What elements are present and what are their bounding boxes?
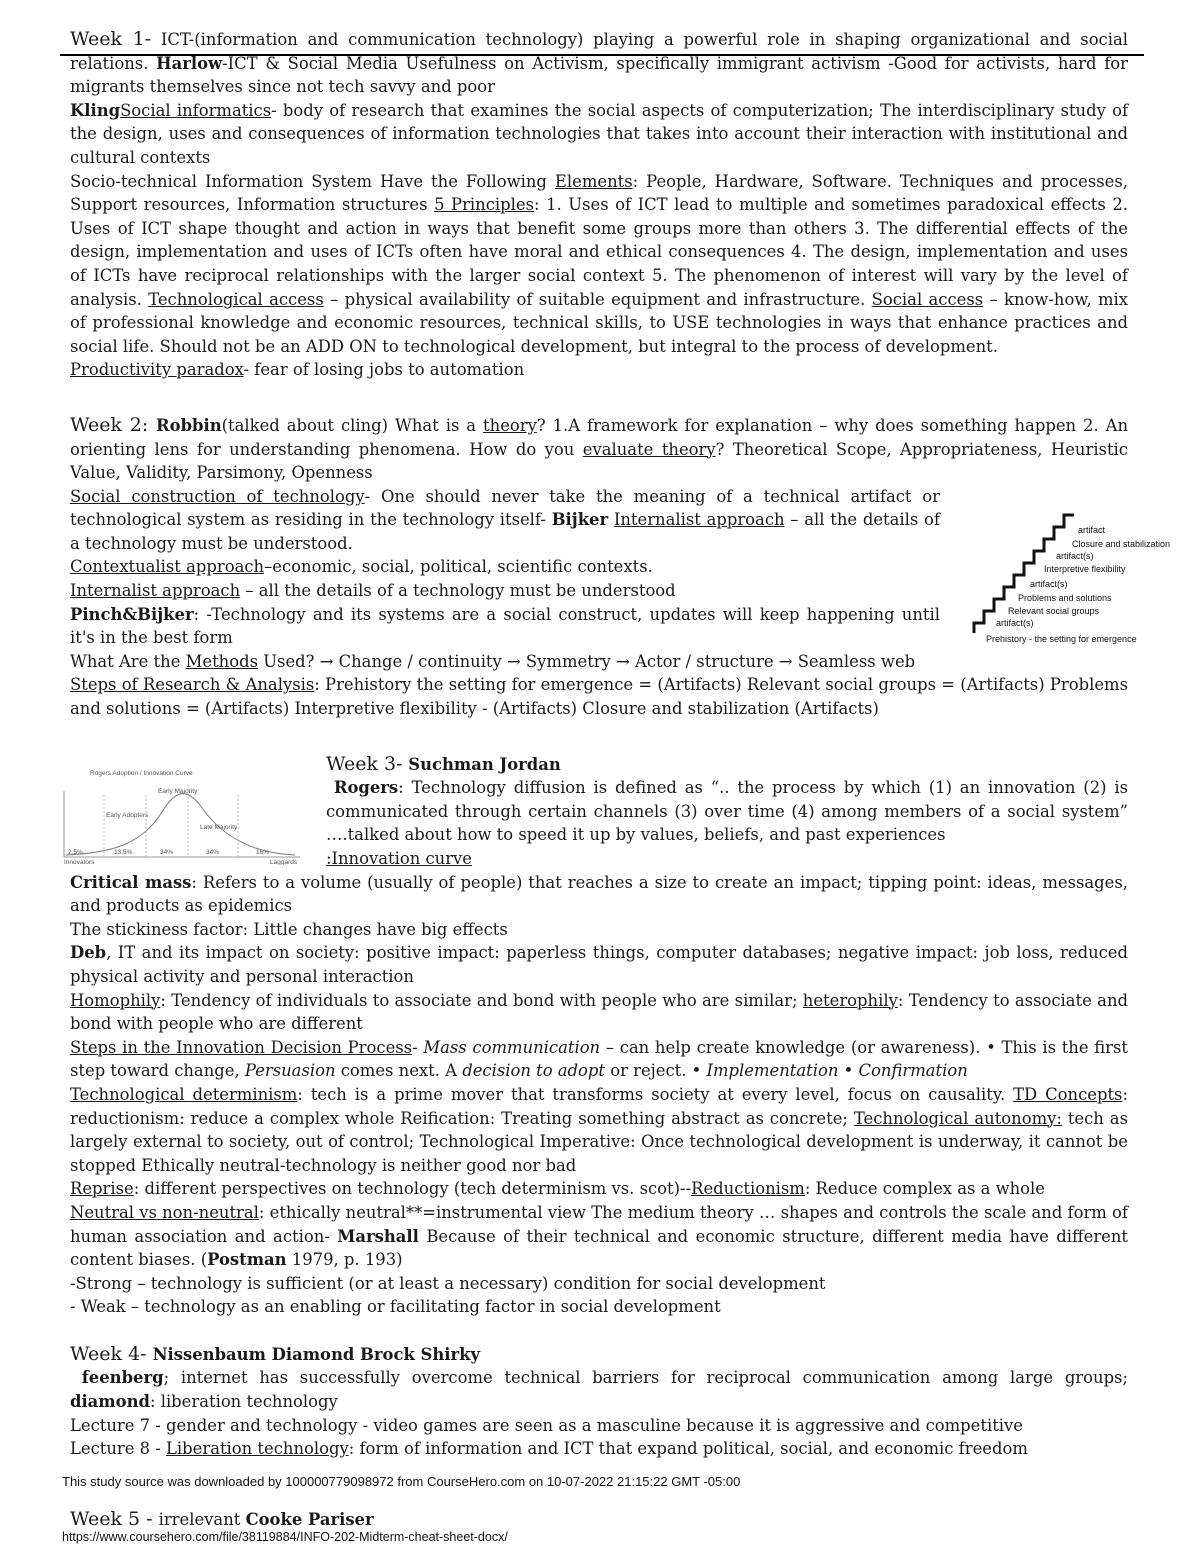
term-internalist-approach-2: Internalist approach bbox=[70, 581, 241, 601]
term-reductionism: Reductionism bbox=[691, 1179, 805, 1199]
term-social-access: Social access bbox=[871, 289, 984, 309]
scot-paragraph: Social construction of technology- One should never take the meaning of a technical artifact or technological system as residing in the technology itself- Bijker Internalist approach – all the details of a technology must be understood. bbox=[70, 486, 940, 553]
innovation-curve-link: :Innovation curve bbox=[326, 849, 473, 868]
stair-label-7: artifact(s) bbox=[996, 618, 1034, 628]
source-url-link[interactable]: https://www.coursehero.com/file/38119884/INFO-202-Midterm-cheat-sheet-docx/ bbox=[62, 1530, 508, 1544]
term-elements: Elements bbox=[554, 171, 633, 191]
reprise-line: Reprise: different perspectives on technology (tech determinism vs. scot)--Reductionism: Reduce complex as a whole bbox=[70, 1179, 1045, 1199]
author-diamond: diamond bbox=[70, 1392, 150, 1412]
week-4-heading: Week 4- bbox=[70, 1342, 153, 1365]
term-evaluate-theory: evaluate theory bbox=[582, 439, 716, 459]
neutral-paragraph: Neutral vs non-neutral: ethically neutral**=instrumental view The medium theory … shapes and controls the scale and form of human association and action- Marshall Because of their technical and economic structure, different media have different content biases. (Postman 1979, p. 193) bbox=[70, 1202, 1128, 1270]
author-rogers: Rogers bbox=[333, 778, 399, 798]
week-4-authors: Nissenbaum Diamond Brock Shirky bbox=[152, 1344, 481, 1364]
critical-mass-paragraph: Critical mass: Refers to a volume (usually of people) that reaches a size to create an impact; tipping point: ideas, messages, and products as epidemics bbox=[70, 872, 1128, 916]
author-feenberg: feenberg bbox=[81, 1368, 164, 1388]
term-contextualist-approach: Contextualist approach bbox=[70, 557, 265, 577]
stair-label-0: artifact bbox=[1078, 525, 1106, 535]
contextualist-line: Contextualist approach–economic, social, political, scientific contexts. bbox=[70, 557, 653, 577]
spacer bbox=[70, 721, 1128, 753]
sociotechnical-paragraph: Socio-technical Information System Have the Following Elements: People, Hardware, Software. Techniques and processes, Support resources, Information structures 5 Principles: 1. Uses of ICT lead to multiple and sometimes paradoxical effects 2. Uses of ICT shape thought and action in ways that benefit some groups more than others 3. The differential effects of the design, implementation and uses of ICTs often have moral and ethical consequences 4. The design, implementation and uses of ICTs have reciprocal relationships with the larger social context 5. The phenomenon of interest will vary by the level of analysis. Technological access – physical availability of suitable equipment and infrastructure. Social access – know-how, mix of professional knowledge and economic resources, technical skills, to USE technologies in ways that enhance practices and social life. Should not be an ADD ON to technological development, but integral to the process of development. bbox=[70, 171, 1128, 356]
week-5-line: Week 5 - irrelevant Cooke Pariser bbox=[70, 1508, 374, 1530]
term-social-informatics: Social informatics bbox=[120, 100, 272, 120]
week-3-heading-line bbox=[326, 753, 1128, 777]
methods-line: What Are the Methods Used? → Change / continuity → Symmetry → Actor / structure → Seamless web bbox=[70, 651, 916, 671]
download-note: This study source was downloaded by 100000779098972 from CourseHero.com on 10-07-2022 21:15:22 GMT -05:00 bbox=[62, 1474, 741, 1489]
lecture-8-line: Lecture 8 - Liberation technology: form of information and ICT that expand political, social, and economic freedom bbox=[70, 1439, 1028, 1459]
term-neutral-vs-non-neutral: Neutral vs non-neutral bbox=[70, 1202, 259, 1222]
research-steps-paragraph: Steps of Research & Analysis: Prehistory the setting for emergence = (Artifacts) Relevant social groups = (Artifacts) Problems and solutions = (Artifacts) Interpretive flexibility - (Artifacts) Closure and stabilization (Artifacts) bbox=[70, 675, 1128, 719]
week-5-heading: Week 5 - bbox=[70, 1508, 159, 1530]
week-1-section bbox=[70, 28, 1128, 382]
term-reprise: Reprise bbox=[70, 1179, 134, 1199]
term-critical-mass: Critical mass bbox=[70, 872, 192, 892]
tech-determinism-paragraph: Technological determinism: tech is a prime mover that transforms society at every level, focus on causality. TD Concepts: reductionism: reduce a complex whole Reification: Treating something abstract as concrete; Technological autonomy: tech as largely external to society, out of control; Technological Imperative: Once technological development is underway, it cannot be stopped Ethically neutral-technology is neither good nor bad bbox=[70, 1084, 1128, 1175]
kling-paragraph: KlingSocial informatics- body of research that examines the social aspects of computerization; The interdisciplinary study of the design, uses and consequences of information technologies that takes into account their interaction with institutional and cultural contexts bbox=[70, 100, 1129, 167]
staircase-diagram-icon bbox=[970, 505, 1180, 650]
week-3-heading: Week 3- bbox=[326, 752, 403, 775]
label-laggards: Laggards bbox=[270, 859, 298, 865]
weak-line: - Weak – technology as an enabling or facilitating factor in social development bbox=[70, 1297, 721, 1317]
term-steps-of-research: Steps of Research & Analysis bbox=[70, 675, 315, 695]
label-pct-5: 16% bbox=[256, 849, 270, 856]
stair-label-2: artifact(s) bbox=[1056, 551, 1094, 561]
stair-label-4: artifact(s) bbox=[1030, 579, 1068, 589]
label-pct-4: 34% bbox=[206, 849, 220, 856]
term-5-principles: 5 Principles bbox=[434, 195, 534, 215]
label-early-majority: Early Majority bbox=[158, 788, 198, 795]
rogers-paragraph: Rogers: Technology diffusion is defined as “.. the process by which (1) an innovation (2) is communicated through certain channels (3) over time (4) among members of a social system” ….talked about how to speed it up by values, beliefs, and past experiences bbox=[326, 778, 1129, 845]
label-late-majority: Late Majority bbox=[200, 824, 238, 831]
term-homophily: Homophily bbox=[70, 990, 161, 1010]
stair-label-3: Interpretive flexibility bbox=[1044, 564, 1126, 574]
label-pct-2: 13.5% bbox=[114, 849, 133, 856]
productivity-paradox-line: Productivity paradox- fear of losing jobs to automation bbox=[70, 360, 525, 380]
feenberg-paragraph: feenberg; internet has successfully overcome technical barriers for reciprocal communication among large groups; diamond: liberation technology bbox=[70, 1368, 1128, 1412]
bell-curve bbox=[66, 794, 295, 855]
author-bijker: Bijker bbox=[551, 510, 609, 530]
author-pinch-bijker: Pinch&Bijker bbox=[70, 604, 194, 624]
term-innovation-decision-process: Steps in the Innovation Decision Process bbox=[70, 1037, 413, 1057]
author-kling: Kling bbox=[70, 100, 121, 120]
label-innovators: Innovators bbox=[64, 859, 95, 865]
term-technological-autonomy: Technological autonomy: bbox=[853, 1108, 1062, 1128]
innovation-curve-chart bbox=[60, 765, 310, 865]
scot-block bbox=[70, 485, 940, 650]
week-5-authors: Cooke Pariser bbox=[245, 1510, 374, 1529]
stickiness-line: The stickiness factor: Little changes have big effects bbox=[70, 919, 508, 939]
internalist-line: Internalist approach – all the details of a technology must be understood bbox=[70, 581, 676, 601]
label-pct-1: 2.5% bbox=[68, 849, 83, 856]
lecture-7-line: Lecture 7 - gender and technology - video games are seen as a masculine because it is aggressive and competitive bbox=[70, 1415, 1023, 1435]
week-4-heading-line bbox=[70, 1343, 1128, 1367]
deb-paragraph: Deb, IT and its impact on society: positive impact: paperless things, computer databases; negative impact: job loss, reduced physical activity and personal interaction bbox=[70, 943, 1128, 986]
week-2-heading: Week 2: bbox=[70, 413, 157, 436]
cheat-sheet-page bbox=[70, 28, 1128, 1461]
stair-label-8: Prehistory - the setting for emergence bbox=[986, 634, 1137, 644]
term-internalist-approach: Internalist approach bbox=[613, 510, 785, 530]
term-liberation-technology: Liberation technology bbox=[166, 1439, 349, 1459]
week-3-authors: Suchman Jordan bbox=[402, 754, 561, 774]
author-harlow: Harlow bbox=[156, 53, 223, 73]
author-deb: Deb bbox=[70, 943, 107, 963]
author-marshall: Marshall bbox=[337, 1226, 419, 1246]
term-productivity-paradox: Productivity paradox bbox=[70, 360, 244, 380]
term-heterophily: heterophily bbox=[802, 990, 898, 1010]
week-2-paragraph: Week 2: Robbin(talked about cling) What is a theory? 1.A framework for explanation – why does something happen 2. An orienting lens for understanding phenomena. How do you evaluate theory? Theoretical Scope, Appropriateness, Heuristic Value, Validity, Parsimony, Openness bbox=[70, 413, 1128, 483]
pinch-bijker-paragraph: Pinch&Bijker: -Technology and its systems are a social construct, updates will keep happening until it's in the best form bbox=[70, 604, 940, 648]
author-postman: Postman bbox=[207, 1250, 287, 1270]
strong-line: -Strong – technology is sufficient (or at least a necessary) condition for social development bbox=[70, 1273, 826, 1293]
term-td-concepts: TD Concepts bbox=[1013, 1084, 1123, 1104]
label-pct-3: 34% bbox=[160, 849, 174, 856]
stair-label-5: Problems and solutions bbox=[1018, 593, 1112, 603]
curve-title: Rogers Adoption / Innovation Curve bbox=[90, 770, 193, 777]
stair-label-1: Closure and stabilization bbox=[1072, 539, 1171, 549]
term-technological-access: Technological access bbox=[148, 289, 324, 309]
term-scot: Social construction of technology bbox=[70, 486, 365, 506]
term-technological-determinism: Technological determinism bbox=[70, 1084, 298, 1104]
week-4-section bbox=[70, 1343, 1128, 1461]
innovation-decision-paragraph: Steps in the Innovation Decision Process- Mass communication – can help create knowledge (or awareness). • This is the first step toward change, Persuasion comes next. A decision to adopt or reject. • Implementation • Confirmation bbox=[70, 1037, 1128, 1081]
term-theory: theory bbox=[483, 415, 537, 435]
author-robbin: Robbin bbox=[156, 415, 222, 435]
spacer bbox=[70, 382, 1128, 414]
week-1-heading: Week 1- bbox=[70, 28, 152, 50]
homophily-paragraph: Homophily: Tendency of individuals to associate and bond with people who are similar; heterophily: Tendency to associate and bond with people who are different bbox=[70, 990, 1128, 1034]
week-1-paragraph: Week 1- ICT-(information and communication technology) playing a powerful role in shaping organizational and social relations. Harlow-ICT & Social Media Usefulness on Activism, specifically immigrant activism -Good for activists, hard for migrants themselves since not tech savvy and poor bbox=[70, 28, 1128, 97]
stair-label-6: Relevant social groups bbox=[1008, 606, 1100, 616]
term-methods: Methods bbox=[185, 651, 259, 671]
spacer bbox=[70, 1319, 1128, 1343]
label-early-adopters: Early Adopters bbox=[106, 812, 149, 819]
